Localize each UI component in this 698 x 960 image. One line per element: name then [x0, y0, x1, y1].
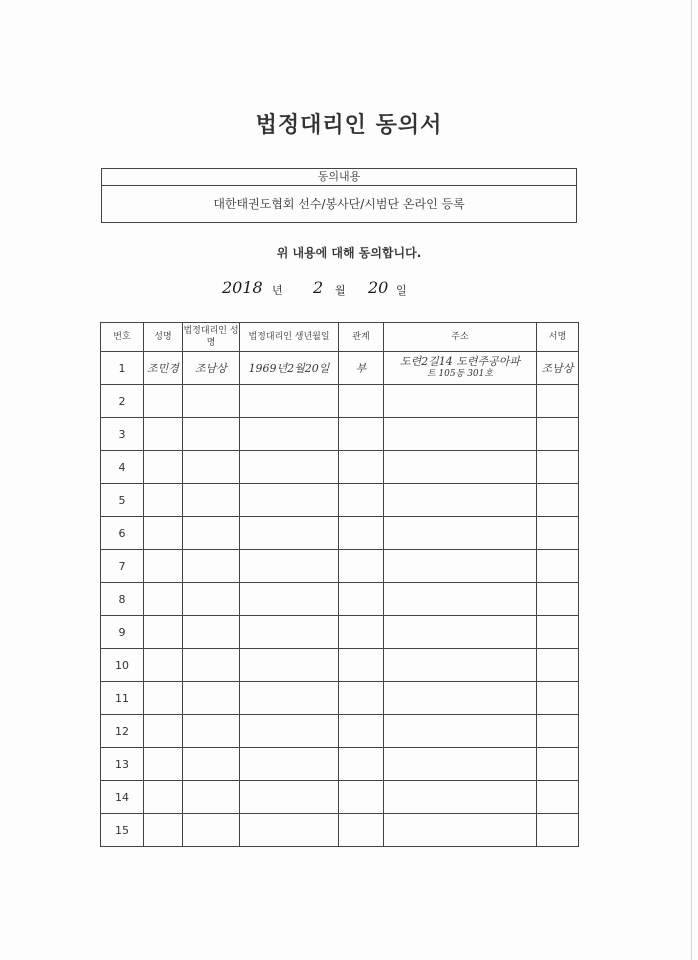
row-no: 5	[101, 484, 144, 517]
table-row	[101, 385, 579, 418]
date-line	[0, 278, 698, 302]
row-relation	[339, 583, 384, 616]
row-address	[384, 352, 537, 385]
row-guardian-birth	[240, 385, 339, 418]
row-name	[144, 484, 183, 517]
guardian-table	[100, 322, 579, 847]
date-year: 2018	[222, 278, 263, 297]
row-no: 2	[101, 385, 144, 418]
table-row	[101, 649, 579, 682]
row-guardian-name	[183, 649, 240, 682]
row-no: 11	[101, 682, 144, 715]
row-guardian-name: 조남상	[183, 352, 240, 385]
row-guardian-birth	[240, 814, 339, 847]
row-relation	[339, 484, 384, 517]
table-row	[101, 451, 579, 484]
row-guardian-birth	[240, 781, 339, 814]
row-name	[144, 517, 183, 550]
row-signature	[537, 715, 579, 748]
date-month-label: 월	[335, 284, 346, 297]
table-row	[101, 781, 579, 814]
table-row	[101, 616, 579, 649]
row-address	[384, 715, 537, 748]
row-name	[144, 385, 183, 418]
row-guardian-name	[183, 682, 240, 715]
row-guardian-birth	[240, 616, 339, 649]
row-name	[144, 715, 183, 748]
row-guardian-birth	[240, 748, 339, 781]
row-relation	[339, 715, 384, 748]
date-month: 2	[313, 278, 324, 297]
row-signature	[537, 484, 579, 517]
row-guardian-birth	[240, 715, 339, 748]
row-address	[384, 517, 537, 550]
row-guardian-birth	[240, 418, 339, 451]
header-signature: 서명	[537, 323, 579, 352]
address-line-2: 트 105동 301호	[426, 369, 494, 379]
row-relation	[339, 418, 384, 451]
row-no: 12	[101, 715, 144, 748]
table-row	[101, 682, 579, 715]
row-relation	[339, 517, 384, 550]
row-name	[144, 682, 183, 715]
row-no: 3	[101, 418, 144, 451]
row-address	[384, 616, 537, 649]
row-address	[384, 748, 537, 781]
row-signature	[537, 418, 579, 451]
row-guardian-name	[183, 616, 240, 649]
row-no: 6	[101, 517, 144, 550]
row-relation	[339, 550, 384, 583]
row-relation	[339, 748, 384, 781]
consent-header: 동의내용	[102, 169, 576, 186]
row-address	[384, 418, 537, 451]
header-name: 성명	[144, 323, 183, 352]
row-address	[384, 781, 537, 814]
row-name	[144, 748, 183, 781]
table-row	[101, 715, 579, 748]
table-header-row	[101, 323, 579, 352]
row-address	[384, 484, 537, 517]
row-signature	[537, 583, 579, 616]
address-line-1: 도련2길14 도련주공아파	[399, 355, 521, 368]
agreement-statement: 위 내용에 대해 동의합니다.	[276, 246, 422, 260]
row-address	[384, 385, 537, 418]
row-name	[144, 616, 183, 649]
row-signature	[537, 649, 579, 682]
row-name	[144, 814, 183, 847]
row-signature	[537, 781, 579, 814]
row-signature	[537, 682, 579, 715]
date-day-label: 일	[396, 284, 407, 297]
row-no: 1	[101, 352, 144, 385]
row-guardian-name	[183, 451, 240, 484]
row-relation	[339, 781, 384, 814]
row-relation	[339, 814, 384, 847]
row-signature	[537, 385, 579, 418]
row-name	[144, 781, 183, 814]
row-name	[144, 583, 183, 616]
row-no: 9	[101, 616, 144, 649]
row-guardian-name	[183, 781, 240, 814]
row-name: 조민경	[144, 352, 183, 385]
row-relation	[339, 616, 384, 649]
date-year-label: 년	[272, 284, 283, 297]
row-relation	[339, 385, 384, 418]
table-row	[101, 517, 579, 550]
date-day: 20	[368, 278, 389, 297]
row-guardian-birth: 1969년2월20일	[240, 352, 339, 385]
row-signature	[537, 517, 579, 550]
table-row	[101, 748, 579, 781]
header-no: 번호	[101, 323, 144, 352]
table-row	[101, 814, 579, 847]
row-guardian-birth	[240, 517, 339, 550]
row-guardian-name	[183, 517, 240, 550]
table-row	[101, 550, 579, 583]
row-guardian-name	[183, 550, 240, 583]
row-no: 4	[101, 451, 144, 484]
row-guardian-birth	[240, 550, 339, 583]
row-name	[144, 550, 183, 583]
row-relation	[339, 649, 384, 682]
row-name	[144, 649, 183, 682]
row-address	[384, 649, 537, 682]
row-guardian-birth	[240, 451, 339, 484]
table-row	[101, 352, 579, 385]
row-address	[384, 451, 537, 484]
row-guardian-name	[183, 814, 240, 847]
table-row	[101, 583, 579, 616]
row-signature	[537, 616, 579, 649]
row-no: 7	[101, 550, 144, 583]
row-guardian-name	[183, 385, 240, 418]
row-signature	[537, 451, 579, 484]
header-guardian-birth: 법정대리인 생년월일	[240, 323, 339, 352]
page-edge	[691, 0, 692, 960]
row-no: 10	[101, 649, 144, 682]
row-guardian-birth	[240, 682, 339, 715]
row-guardian-name	[183, 715, 240, 748]
row-no: 13	[101, 748, 144, 781]
row-signature	[537, 748, 579, 781]
row-relation	[339, 451, 384, 484]
row-signature: 조남상	[537, 352, 579, 385]
row-no: 14	[101, 781, 144, 814]
header-relation: 관계	[339, 323, 384, 352]
row-address	[384, 814, 537, 847]
header-address: 주소	[384, 323, 537, 352]
row-guardian-birth	[240, 484, 339, 517]
row-name	[144, 418, 183, 451]
row-guardian-name	[183, 748, 240, 781]
row-signature	[537, 550, 579, 583]
row-guardian-name	[183, 484, 240, 517]
consent-box	[101, 168, 577, 223]
row-signature	[537, 814, 579, 847]
document-title: 법정대리인 동의서	[255, 113, 443, 138]
row-guardian-birth	[240, 583, 339, 616]
row-guardian-name	[183, 418, 240, 451]
row-address	[384, 583, 537, 616]
row-relation: 부	[339, 352, 384, 385]
table-row	[101, 418, 579, 451]
table-row	[101, 484, 579, 517]
header-guardian-name: 법정대리인 성명	[183, 323, 240, 352]
row-no: 15	[101, 814, 144, 847]
row-name	[144, 451, 183, 484]
row-guardian-name	[183, 583, 240, 616]
row-guardian-birth	[240, 649, 339, 682]
row-address	[384, 550, 537, 583]
consent-body: 대한태권도협회 선수/봉사단/시범단 온라인 등록	[213, 197, 465, 211]
row-relation	[339, 682, 384, 715]
row-no: 8	[101, 583, 144, 616]
row-address	[384, 682, 537, 715]
